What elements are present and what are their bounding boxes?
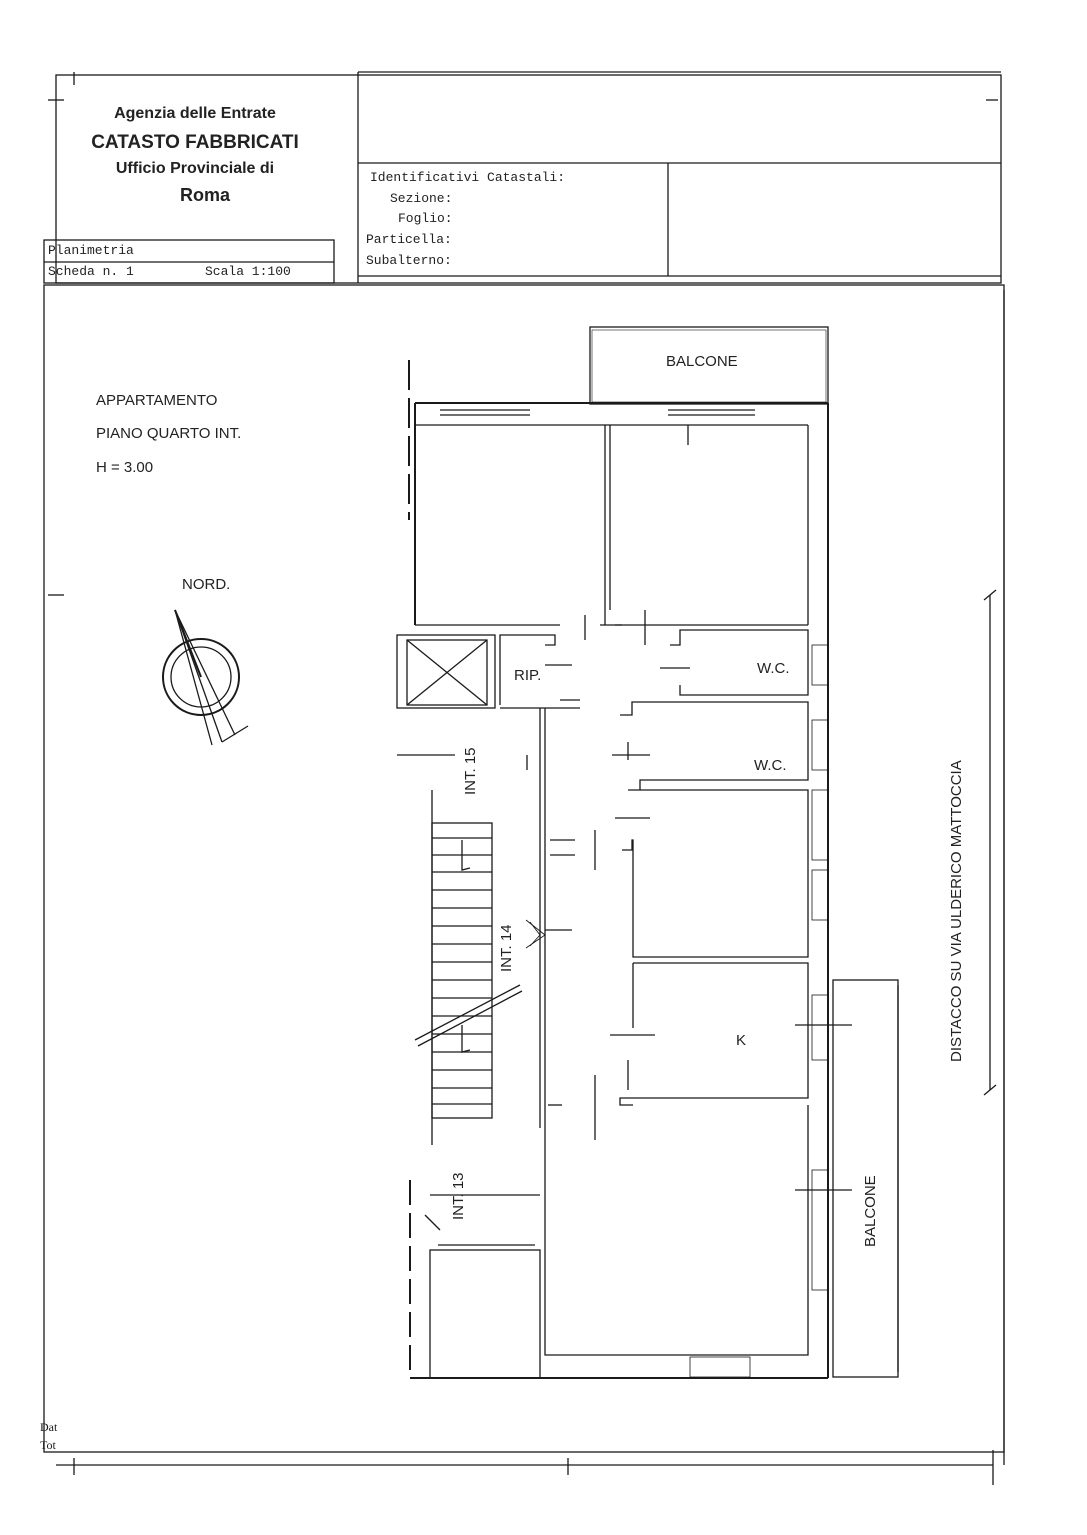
drawing-frame [44,285,1004,1452]
wc1-label: W.C. [757,660,790,677]
scheda-label: Scheda n. 1 [48,264,134,279]
registry-name: CATASTO FABBRICATI [91,132,299,153]
office-city: Roma [179,185,230,205]
planimetria-label: Planimetria [48,243,134,258]
sezione-label: Sezione: [390,191,453,206]
identifiers-title: Identificativi Catastali: [370,170,566,185]
street-distance-label: DISTACCO SU VIA ULDERICO MATTOCCIA [948,760,965,1062]
particella-label: Particella: [366,232,452,247]
kitchen-label: K [736,1032,747,1049]
subalterno-label: Subalterno: [366,253,452,268]
foglio-label: Foglio: [398,211,453,226]
footer-tot: Tot [40,1438,56,1452]
balcony-side-label: BALCONE [862,1175,879,1247]
int15-label: INT. 15 [462,747,479,795]
int14-label: INT. 14 [498,924,515,972]
unit-height: H = 3.00 [96,459,154,476]
int13-label: INT. 13 [450,1172,467,1220]
wc2-label: W.C. [754,757,787,774]
unit-name: APPARTAMENTO [96,392,218,409]
agency-name: Agenzia delle Entrate [114,105,276,122]
north-label: NORD. [182,576,231,593]
footer-dat: Dat [40,1420,58,1434]
unit-floor: PIANO QUARTO INT. [96,425,242,442]
north-compass [163,610,248,745]
scale-label: Scala 1:100 [205,264,291,279]
balcony-top-label: BALCONE [666,353,738,370]
office-name: Ufficio Provinciale di [115,160,275,177]
rip-label: RIP. [514,667,542,684]
